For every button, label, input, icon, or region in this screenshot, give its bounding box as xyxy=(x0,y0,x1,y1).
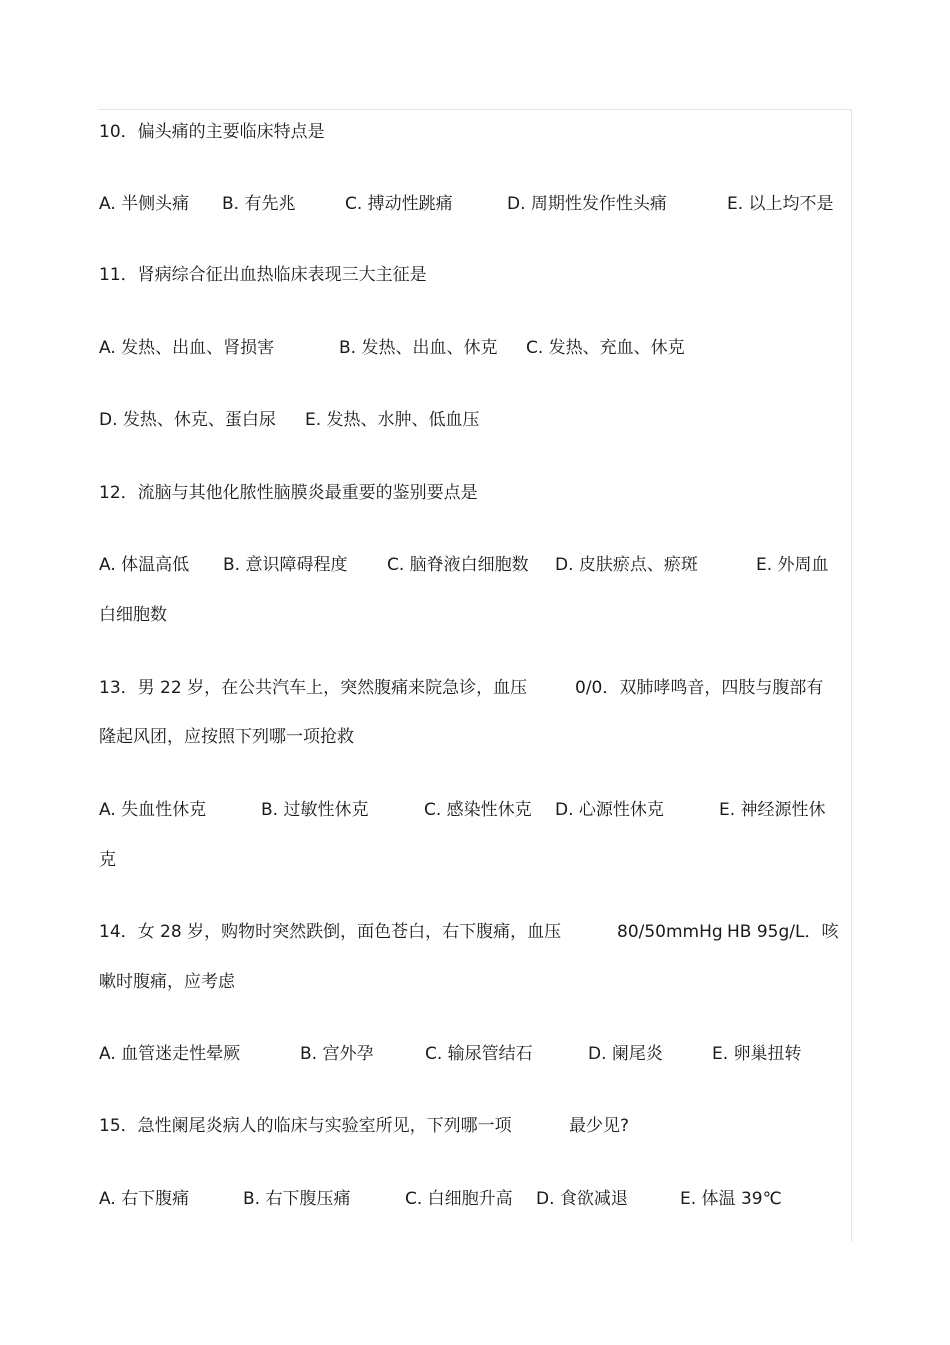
option-c: C. 感染性休克 xyxy=(424,800,532,820)
option-a: A. 右下腹痛 xyxy=(99,1189,190,1209)
question-stem-text: 80/50mmHg xyxy=(617,922,723,942)
question-stem-text: 11．肾病综合征出血热临床表现三大主征是 xyxy=(99,265,427,285)
question-stem-text: 12．流脑与其他化脓性脑膜炎最重要的鉴别要点是 xyxy=(99,483,478,503)
option-b: B. 宫外孕 xyxy=(300,1044,374,1064)
option-d: D. 皮肤瘀点、瘀斑 xyxy=(555,555,698,575)
question-stem-text: 0/0．双肺哮鸣音，四肢与腹部有 xyxy=(575,678,824,698)
option-a: A. 体温高低 xyxy=(99,555,190,575)
question-stem-text: 15．急性阑尾炎病人的临床与实验室所见，下列哪一项 xyxy=(99,1116,512,1136)
option-e-continued: 白细胞数 xyxy=(99,605,167,625)
option-e: E. 体温 39℃ xyxy=(680,1189,782,1209)
option-c: C. 输尿管结石 xyxy=(425,1044,533,1064)
option-b: B. 意识障碍程度 xyxy=(223,555,348,575)
option-b: B. 过敏性休克 xyxy=(261,800,369,820)
question-stem-text: 13．男 22 岁，在公共汽车上，突然腹痛来院急诊，血压 xyxy=(99,678,528,698)
option-e-continued: 克 xyxy=(99,850,116,870)
option-a: A. 失血性休克 xyxy=(99,800,207,820)
question-stem-text: 隆起风团，应按照下列哪一项抢救 xyxy=(99,727,354,747)
option-a: A. 发热、出血、肾损害 xyxy=(99,338,275,358)
option-d: D. 食欲减退 xyxy=(536,1189,628,1209)
option-c: C. 脑脊液白细胞数 xyxy=(387,555,529,575)
option-b: B. 发热、出血、休克 xyxy=(339,338,498,358)
option-d: D. 心源性休克 xyxy=(555,800,664,820)
option-e: E. 神经源性休 xyxy=(719,800,826,820)
option-a: A. 血管迷走性晕厥 xyxy=(99,1044,241,1064)
option-a: A. 半侧头痛 xyxy=(99,194,190,214)
page-frame-right-border xyxy=(851,109,852,1242)
question-stem-text: 10．偏头痛的主要临床特点是 xyxy=(99,122,325,142)
option-e: E. 发热、水肿、低血压 xyxy=(305,410,480,430)
option-b: B. 有先兆 xyxy=(222,194,296,214)
option-d: D. 阑尾炎 xyxy=(588,1044,663,1064)
option-e: E. 以上均不是 xyxy=(727,194,834,214)
option-b: B. 右下腹压痛 xyxy=(243,1189,351,1209)
page-frame-top-border xyxy=(98,109,852,110)
option-c: C. 白细胞升高 xyxy=(405,1189,513,1209)
question-stem-text: 嗽时腹痛，应考虑 xyxy=(99,972,235,992)
question-stem-text: HB 95g/L．咳 xyxy=(727,922,839,942)
question-stem-text: 最少见? xyxy=(569,1116,630,1136)
option-c: C. 搏动性跳痛 xyxy=(345,194,453,214)
option-c: C. 发热、充血、休克 xyxy=(526,338,685,358)
option-d: D. 周期性发作性头痛 xyxy=(507,194,667,214)
question-stem-text: 14．女 28 岁，购物时突然跌倒，面色苍白，右下腹痛，血压 xyxy=(99,922,562,942)
option-d: D. 发热、休克、蛋白尿 xyxy=(99,410,276,430)
option-e: E. 外周血 xyxy=(756,555,829,575)
option-e: E. 卵巢扭转 xyxy=(712,1044,802,1064)
